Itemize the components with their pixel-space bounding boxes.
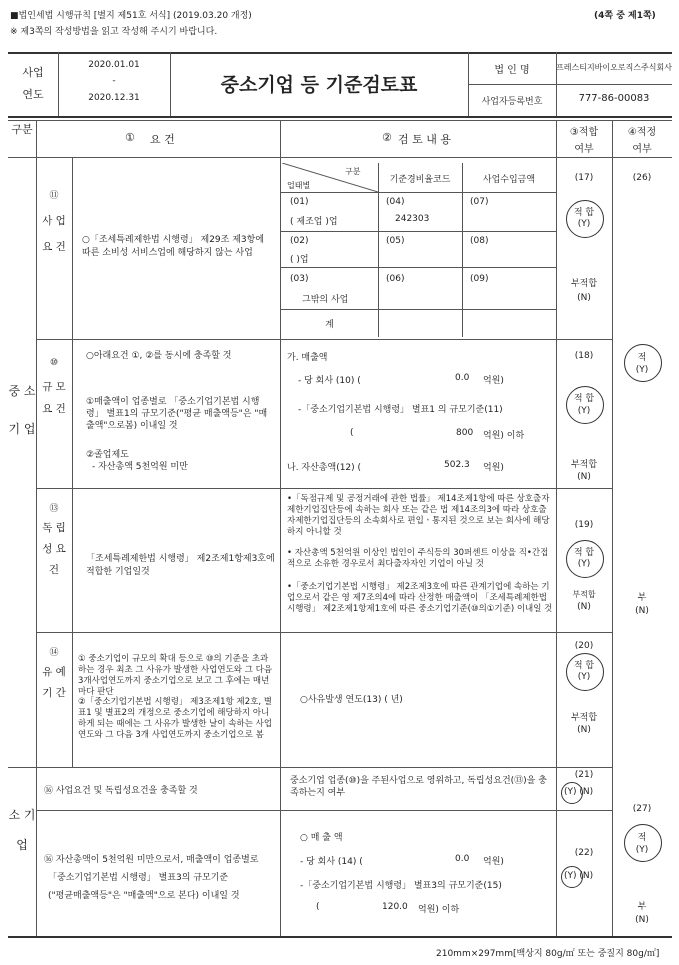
biz-fit-y: (Y) — [577, 219, 591, 229]
scale-fit-n: (N) — [577, 472, 591, 482]
grace-fit-yes: 적 합 — [573, 661, 595, 671]
biz-r2c3: (08) — [470, 236, 489, 246]
bizno-value: 777-86-00083 — [578, 93, 650, 104]
scale-rev-5-value: 502.3 — [444, 460, 470, 470]
biz-r3c1: (03) — [290, 274, 309, 284]
scale-req-3: ②졸업제도 — [86, 450, 129, 460]
small2-rev-1: ○ 매 출 액 — [300, 833, 343, 843]
instruction-note: ※ 제3쪽의 작성방법을 읽고 작성해 주시기 바랍니다. — [10, 27, 218, 37]
grace-fit-y: (Y) — [577, 672, 591, 682]
small-overall-n: (N) — [635, 915, 649, 925]
sme-overall-no: (26) — [632, 173, 652, 183]
grace-req-1: ① 중소기업이 규모의 확대 등으로 ⑩의 기준을 초과하는 경우 최초 그 사유가 발생한 사업연도와 그 다음 3개사업연도까지 중소기업으로 보고 그 후에는 매년마다 판단 — [78, 654, 273, 697]
biz-unfit: 부적합 — [570, 279, 598, 289]
scale-fit-yes: 적 합 — [573, 394, 595, 404]
sme-overall-n: (N) — [635, 606, 649, 616]
rule-reference: ■법인세법 시행규칙 [별지 제51호 서식] (2019.03.20 개정) — [10, 11, 252, 21]
sme-overall-no-label: 부 — [637, 593, 647, 603]
scale-unfit: 부적합 — [570, 460, 598, 470]
sme-overall-fit: 적 — [637, 353, 647, 363]
small-overall-no: (27) — [632, 804, 652, 814]
small2-rev-4-value: 120.0 — [382, 902, 408, 912]
grace-fit-n: (N) — [577, 725, 591, 735]
indep-label: 독 립 성 요 건 — [42, 522, 66, 576]
small2-fit-no: (22) — [574, 848, 594, 858]
small1-requirement: ⑯ 사업요건 및 독립성요건을 충족할 것 — [44, 786, 198, 796]
scale-rev-2: - 당 회사 (10) ( — [298, 376, 361, 386]
scale-rev-5-unit: 억원) — [483, 463, 504, 473]
biz-r1c1: (01) — [290, 197, 309, 207]
indep-fit-n: (N) — [577, 602, 591, 612]
biz-r1c2: (04) — [386, 197, 405, 207]
small2-rev-4-unit: 억원) 이하 — [418, 905, 460, 915]
biz-r1c3: (07) — [470, 197, 489, 207]
scale-rev-4-unit: 억원) 이하 — [483, 431, 525, 441]
grace-req-2: ②「중소기업기본법 시행령」 제3조제1항 제2호, 별표1 및 별표2의 개정으로 중소기업에 해당하지 아니하게 되는 때에는 그 사유가 발생한 날이 속하는 사업연도와 그 다음 3개 사업연도까지 중소기업으로 봄 — [78, 697, 273, 740]
scale-rev-2-unit: 억원) — [483, 376, 504, 386]
col-fit-a: ③적합 — [569, 127, 599, 138]
scale-rev-5: 나. 자산총액(12) ( — [287, 463, 362, 473]
col-req-label: 요 건 — [150, 133, 175, 146]
small1-fit-no: (21) — [574, 770, 594, 780]
small2-req-2: 「중소기업기본법 시행령」 별표3의 규모기준 — [48, 873, 229, 883]
biz-hdr-type: 업태별 — [287, 181, 311, 190]
biz-no: ⑪ — [49, 191, 59, 201]
col-fit-b: ④적정 — [627, 127, 657, 138]
small2-rev-2: - 당 회사 (14) ( — [300, 857, 363, 867]
period-dash: - — [112, 76, 116, 86]
small2-req-3: ("평균매출액등"은 "매출액"으로 본다) 이내일 것 — [48, 891, 240, 901]
biz-hdr-gubun: 구분 — [345, 167, 361, 176]
scale-rev-3: -「중소기업기본법 시행령」 별표1 의 규모기준(11) — [298, 405, 503, 415]
indep-rev-3: •「중소기업기본법 시행령」 제2조제3호에 따른 관계기업에 속하는 기업으로서 같은 영 제7조의4에 따라 산정한 매출액이 「조세특례제한법 시행령」 제2조제1항제1호에 따른 중소기업기준(⑩의①기준) 이내일 것 — [287, 582, 553, 614]
col-fit-b2: 여부 — [632, 144, 652, 155]
indep-fit-y: (Y) — [577, 559, 591, 569]
scale-req-1: ○아래요건 ①, ②를 동시에 충족할 것 — [86, 351, 232, 361]
scale-no: ⑩ — [49, 358, 59, 368]
biz-label: 사 업 요 건 — [42, 215, 66, 253]
biz-fit-no: (17) — [574, 173, 594, 183]
sme-overall-y: (Y) — [635, 365, 649, 375]
scale-req-2: ①매출액이 업종별로 「중소기업기본법 시행령」 별표1의 규모기준("평균 매출액등"은 "매출액"으로봄) 이내일 것 — [86, 397, 268, 431]
biz-r2c1b: ( )업 — [290, 255, 309, 265]
grace-no: ⑭ — [49, 648, 59, 658]
scale-rev-4: ( — [350, 428, 354, 438]
biz-r3c3: (09) — [470, 274, 489, 284]
scale-fit-y: (Y) — [577, 406, 591, 416]
biz-r3c1b: 그밖의 사업 — [302, 295, 349, 305]
corp-name-label: 법 인 명 — [494, 65, 530, 76]
biz-r3c2: (06) — [386, 274, 405, 284]
small1-fit-yn: (Y) (N) — [564, 787, 594, 797]
scale-req-4: - 자산총액 5천억원 미만 — [92, 462, 188, 472]
col-fit-a2: 여부 — [574, 144, 594, 155]
fiscal-year-label-1: 사업 — [22, 66, 44, 79]
grace-label: 유 예 기 간 — [42, 666, 66, 699]
indep-fit-yes: 적 합 — [573, 548, 595, 558]
scale-rev-1: 가. 매출액 — [287, 353, 328, 363]
scale-label: 규 모 요 건 — [42, 381, 66, 415]
grace-rev: ○사유발생 연도(13) ( 년) — [300, 695, 403, 705]
small2-req-1: ⑯ 자산총액이 5천억원 미만으로서, 매출액이 업종별로 — [44, 855, 259, 865]
biz-r2c2: (05) — [386, 236, 405, 246]
biz-hdr-amount: 사업수입금액 — [482, 175, 536, 185]
grace-unfit: 부적합 — [570, 713, 598, 723]
indep-no: ⑬ — [49, 504, 59, 514]
corp-name-value: 프레스티지바이오로직스주식회사 — [556, 63, 672, 72]
section-small: 소 기 업 — [8, 808, 36, 852]
biz-hdr-code: 기준경비율코드 — [389, 175, 451, 185]
fiscal-year-label-2: 연도 — [22, 88, 44, 101]
form-title: 중소기업 등 기준검토표 — [220, 74, 418, 96]
small2-rev-2-unit: 억원) — [483, 857, 504, 867]
paper-spec: 210mm×297mm[백상지 80g/㎡ 또는 중질지 80g/㎡] — [436, 949, 660, 959]
page-number: (4쪽 중 제1쪽) — [594, 11, 656, 21]
scale-fit-no: (18) — [574, 351, 594, 361]
biz-r1c1b: ( 제조업 )업 — [290, 217, 338, 227]
period-start: 2020.01.01 — [88, 60, 140, 70]
biz-r2c1: (02) — [290, 236, 309, 246]
bizno-label: 사업자등록번호 — [481, 97, 543, 107]
small-overall-y: (Y) — [635, 845, 649, 855]
indep-requirement: 「조세특례제한법 시행령」 제2조제1항제3호에 적합한 기업일것 — [86, 554, 275, 577]
indep-rev-1: •「독점규제 및 공정거래에 관한 법률」 제14조제1항에 따른 상호출자제한기업집단등에 속하는 회사 또는 같은 법 제14조의3에 따라 상호출자제한기업집단등의 소속회사로 편입ㆍ통지된 것으로 보는 회사에 해당하지 아니할 것 — [287, 494, 550, 537]
grace-fit-no: (20) — [574, 641, 594, 651]
biz-fit-n: (N) — [577, 293, 591, 303]
small-overall-no-label: 부 — [637, 902, 647, 912]
col-rev-no: ② — [382, 131, 392, 144]
biz-total: 계 — [325, 320, 334, 330]
indep-unfit: 부적합 — [572, 590, 596, 599]
small2-rev-3: -「중소기업기본법 시행령」 별표3의 규모기준(15) — [300, 881, 502, 891]
col-gubun: 구분 — [11, 123, 33, 136]
small2-rev-4: ( — [316, 902, 320, 912]
biz-requirement: ○「조세특례제한법 시행령」 제29조 제3항에 따른 소비성 서비스업에 해당하지 않는 사업 — [82, 235, 265, 258]
indep-rev-2: • 자산총액 5천억원 이상인 법인이 주식등의 30퍼센트 이상을 직•간접적으로 소유한 경우로서 최다출자자인 기업이 아닐 것 — [287, 548, 549, 569]
col-req-no: ① — [125, 131, 135, 144]
indep-fit-no: (19) — [574, 520, 594, 530]
small-overall-fit: 적 — [637, 833, 647, 843]
biz-fit-yes: 적 합 — [573, 208, 595, 218]
small2-fit-yn: (Y) (N) — [564, 871, 594, 881]
scale-rev-4-value: 800 — [456, 428, 474, 438]
period-end: 2020.12.31 — [88, 93, 140, 103]
col-rev-label: 검 토 내 용 — [398, 133, 451, 146]
small2-rev-2-value: 0.0 — [455, 854, 470, 864]
scale-rev-2-value: 0.0 — [455, 373, 470, 383]
section-sme: 중 소 기 업 — [8, 384, 36, 436]
small1-review: 중소기업 업종(⑩)을 주된사업으로 영위하고, 독립성요건(⑬)을 충족하는지 여부 — [290, 776, 547, 798]
biz-r1c2b: 242303 — [395, 214, 430, 224]
